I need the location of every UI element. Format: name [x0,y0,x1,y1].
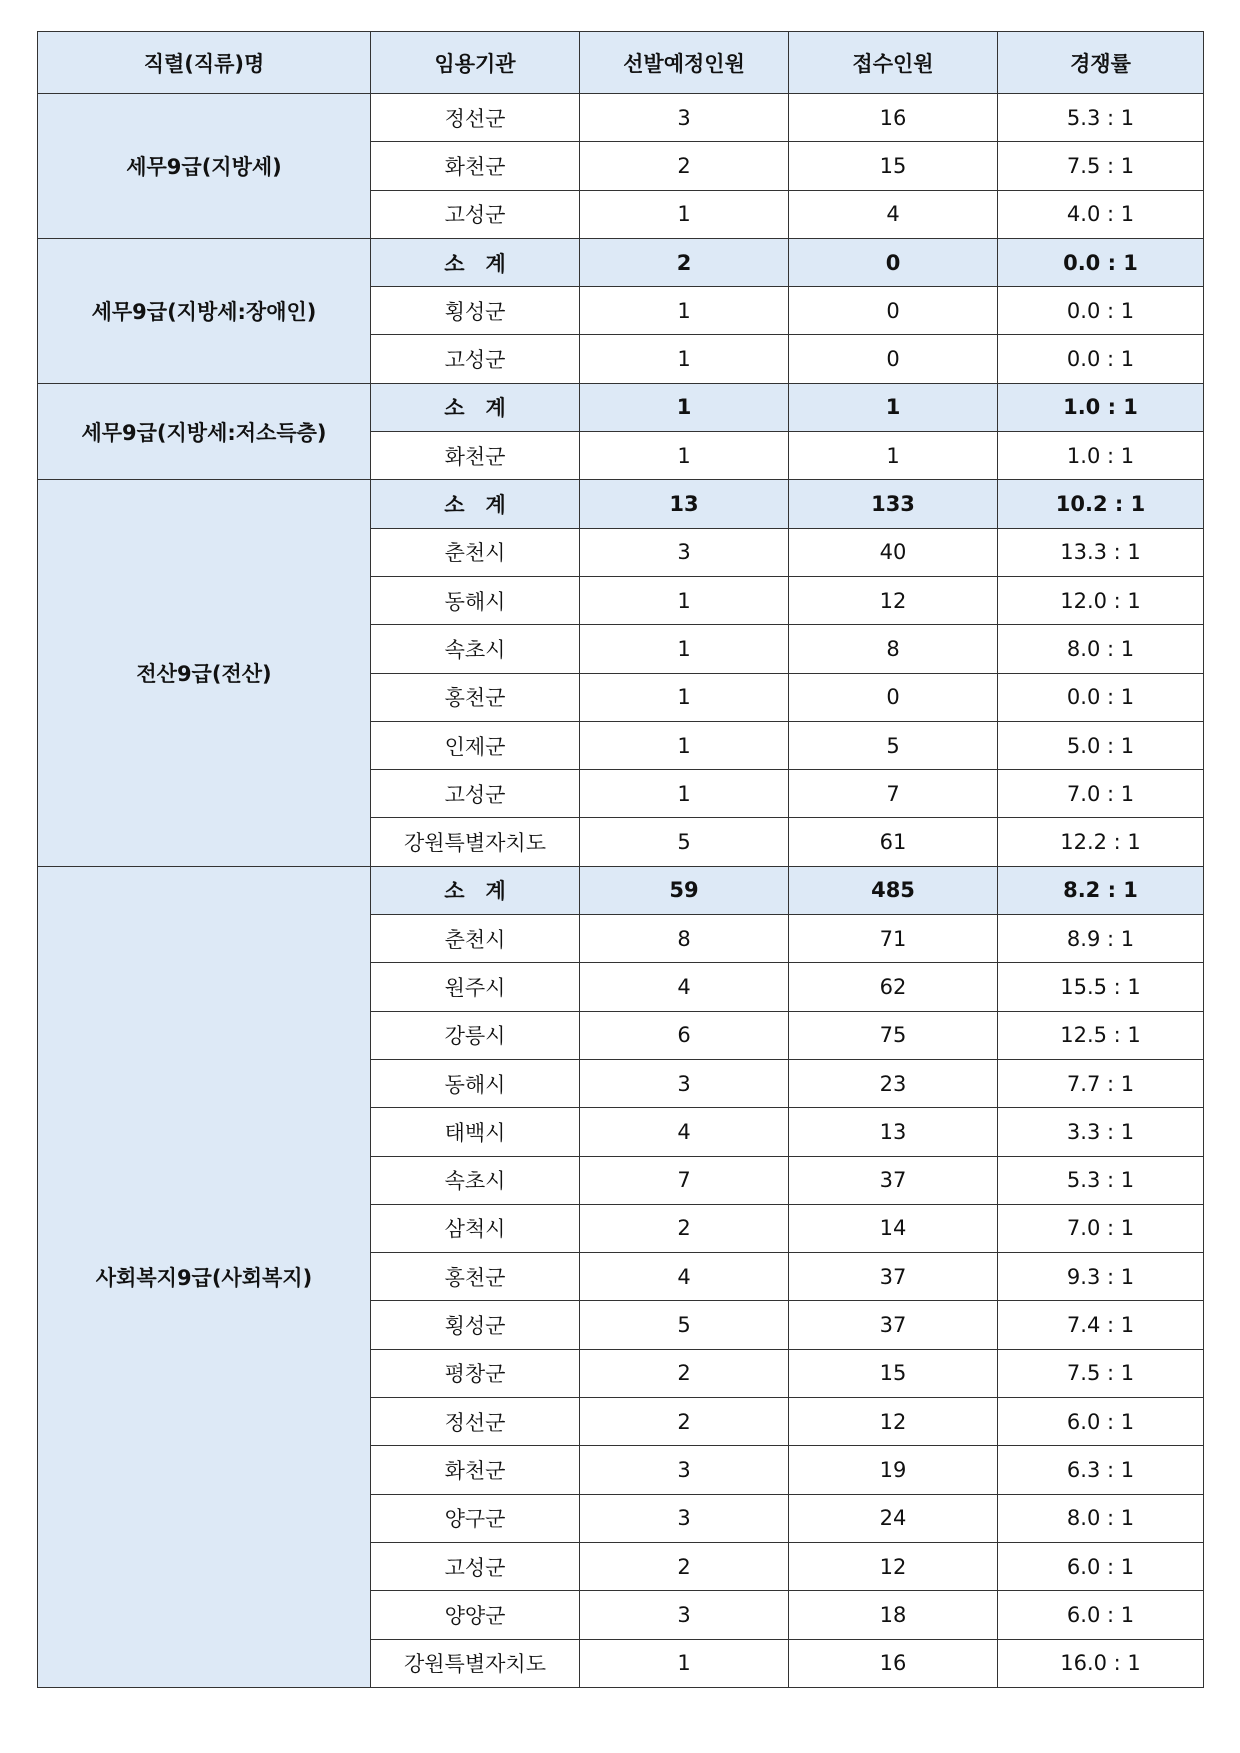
competition-ratio: 9.3 : 1 [998,1253,1204,1301]
planned-count: 2 [580,1349,789,1397]
competition-ratio: 8.2 : 1 [998,866,1204,914]
applicant-count: 12 [789,576,998,624]
agency-cell: 화천군 [371,1446,580,1494]
applicant-count: 4 [789,190,998,238]
competition-ratio: 7.0 : 1 [998,770,1204,818]
planned-count: 4 [580,1253,789,1301]
competition-ratio: 6.3 : 1 [998,1446,1204,1494]
position-name: 세무9급(지방세:저소득층) [38,383,371,480]
agency-cell: 강원특별자치도 [371,1639,580,1687]
agency-cell: 삼척시 [371,1204,580,1252]
applicant-count: 15 [789,142,998,190]
agency-cell: 홍천군 [371,673,580,721]
recruitment-table [37,31,1204,1688]
agency-cell: 강릉시 [371,1011,580,1059]
competition-ratio: 6.0 : 1 [998,1542,1204,1590]
competition-ratio: 12.0 : 1 [998,576,1204,624]
agency-cell: 소 계 [371,238,580,286]
agency-cell: 고성군 [371,190,580,238]
agency-cell: 양양군 [371,1591,580,1639]
planned-count: 3 [580,1059,789,1107]
competition-ratio: 8.9 : 1 [998,915,1204,963]
subtotal-row [38,866,1204,914]
agency-cell: 동해시 [371,1059,580,1107]
table-header [38,32,1204,94]
position-name: 전산9급(전산) [38,480,371,866]
agency-cell: 홍천군 [371,1253,580,1301]
competition-ratio: 3.3 : 1 [998,1108,1204,1156]
subtotal-row [38,480,1204,528]
planned-count: 4 [580,963,789,1011]
agency-cell: 정선군 [371,94,580,142]
competition-ratio: 6.0 : 1 [998,1398,1204,1446]
planned-count: 5 [580,818,789,866]
planned-count: 5 [580,1301,789,1349]
applicant-count: 15 [789,1349,998,1397]
agency-cell: 정선군 [371,1398,580,1446]
competition-ratio: 1.0 : 1 [998,383,1204,431]
table-body [38,94,1204,1688]
header-applicants: 접수인원 [789,32,998,94]
competition-ratio: 7.4 : 1 [998,1301,1204,1349]
agency-cell: 소 계 [371,866,580,914]
competition-ratio: 5.0 : 1 [998,721,1204,769]
applicant-count: 24 [789,1494,998,1542]
planned-count: 3 [580,1591,789,1639]
competition-ratio: 5.3 : 1 [998,94,1204,142]
agency-cell: 평창군 [371,1349,580,1397]
agency-cell: 양구군 [371,1494,580,1542]
agency-cell: 춘천시 [371,915,580,963]
planned-count: 3 [580,1446,789,1494]
planned-count: 13 [580,480,789,528]
agency-cell: 인제군 [371,721,580,769]
planned-count: 3 [580,1494,789,1542]
competition-ratio: 8.0 : 1 [998,625,1204,673]
position-name: 사회복지9급(사회복지) [38,866,371,1687]
agency-cell: 강원특별자치도 [371,818,580,866]
planned-count: 1 [580,673,789,721]
agency-cell: 소 계 [371,480,580,528]
competition-ratio: 7.0 : 1 [998,1204,1204,1252]
applicant-count: 71 [789,915,998,963]
applicant-count: 61 [789,818,998,866]
competition-ratio: 6.0 : 1 [998,1591,1204,1639]
competition-ratio: 15.5 : 1 [998,963,1204,1011]
subtotal-row [38,383,1204,431]
competition-ratio: 7.7 : 1 [998,1059,1204,1107]
competition-ratio: 12.5 : 1 [998,1011,1204,1059]
position-name: 세무9급(지방세) [38,94,371,239]
planned-count: 59 [580,866,789,914]
competition-ratio: 16.0 : 1 [998,1639,1204,1687]
agency-cell: 속초시 [371,625,580,673]
planned-count: 2 [580,1398,789,1446]
planned-count: 4 [580,1108,789,1156]
agency-cell: 동해시 [371,576,580,624]
applicant-count: 12 [789,1542,998,1590]
competition-ratio: 7.5 : 1 [998,142,1204,190]
planned-count: 2 [580,1542,789,1590]
agency-cell: 횡성군 [371,287,580,335]
competition-ratio: 0.0 : 1 [998,238,1204,286]
competition-ratio: 0.0 : 1 [998,673,1204,721]
planned-count: 6 [580,1011,789,1059]
planned-count: 1 [580,770,789,818]
competition-ratio: 13.3 : 1 [998,528,1204,576]
header-row [38,32,1204,94]
applicant-count: 13 [789,1108,998,1156]
competition-ratio: 7.5 : 1 [998,1349,1204,1397]
header-agency: 임용기관 [371,32,580,94]
applicant-count: 23 [789,1059,998,1107]
applicant-count: 485 [789,866,998,914]
agency-cell: 속초시 [371,1156,580,1204]
applicant-count: 37 [789,1253,998,1301]
competition-ratio: 8.0 : 1 [998,1494,1204,1542]
agency-cell: 원주시 [371,963,580,1011]
applicant-count: 19 [789,1446,998,1494]
applicant-count: 5 [789,721,998,769]
competition-ratio: 5.3 : 1 [998,1156,1204,1204]
planned-count: 1 [580,190,789,238]
applicant-count: 16 [789,94,998,142]
planned-count: 2 [580,238,789,286]
applicant-count: 62 [789,963,998,1011]
planned-count: 1 [580,576,789,624]
header-planned: 선발예정인원 [580,32,789,94]
agency-cell: 춘천시 [371,528,580,576]
applicant-count: 12 [789,1398,998,1446]
header-position: 직렬(직류)명 [38,32,371,94]
applicant-count: 8 [789,625,998,673]
header-ratio: 경쟁률 [998,32,1204,94]
planned-count: 2 [580,1204,789,1252]
applicant-count: 0 [789,335,998,383]
applicant-count: 14 [789,1204,998,1252]
applicant-count: 40 [789,528,998,576]
agency-cell: 태백시 [371,1108,580,1156]
planned-count: 1 [580,287,789,335]
applicant-count: 18 [789,1591,998,1639]
applicant-count: 0 [789,287,998,335]
applicant-count: 1 [789,432,998,480]
competition-ratio: 1.0 : 1 [998,432,1204,480]
planned-count: 1 [580,1639,789,1687]
planned-count: 1 [580,432,789,480]
applicant-count: 37 [789,1156,998,1204]
competition-ratio: 10.2 : 1 [998,480,1204,528]
applicant-count: 16 [789,1639,998,1687]
agency-cell: 고성군 [371,770,580,818]
applicant-count: 0 [789,238,998,286]
applicant-count: 133 [789,480,998,528]
competition-ratio: 12.2 : 1 [998,818,1204,866]
competition-ratio: 4.0 : 1 [998,190,1204,238]
agency-cell: 횡성군 [371,1301,580,1349]
competition-ratio: 0.0 : 1 [998,287,1204,335]
planned-count: 1 [580,625,789,673]
agency-cell: 고성군 [371,1542,580,1590]
competition-ratio: 0.0 : 1 [998,335,1204,383]
planned-count: 8 [580,915,789,963]
agency-cell: 고성군 [371,335,580,383]
applicant-count: 37 [789,1301,998,1349]
applicant-count: 0 [789,673,998,721]
applicant-count: 1 [789,383,998,431]
planned-count: 1 [580,335,789,383]
subtotal-row [38,238,1204,286]
planned-count: 1 [580,383,789,431]
planned-count: 1 [580,721,789,769]
agency-cell: 화천군 [371,432,580,480]
planned-count: 2 [580,142,789,190]
agency-cell: 소 계 [371,383,580,431]
table-row [38,94,1204,142]
planned-count: 7 [580,1156,789,1204]
applicant-count: 75 [789,1011,998,1059]
position-name: 세무9급(지방세:장애인) [38,238,371,383]
agency-cell: 화천군 [371,142,580,190]
applicant-count: 7 [789,770,998,818]
planned-count: 3 [580,528,789,576]
planned-count: 3 [580,94,789,142]
